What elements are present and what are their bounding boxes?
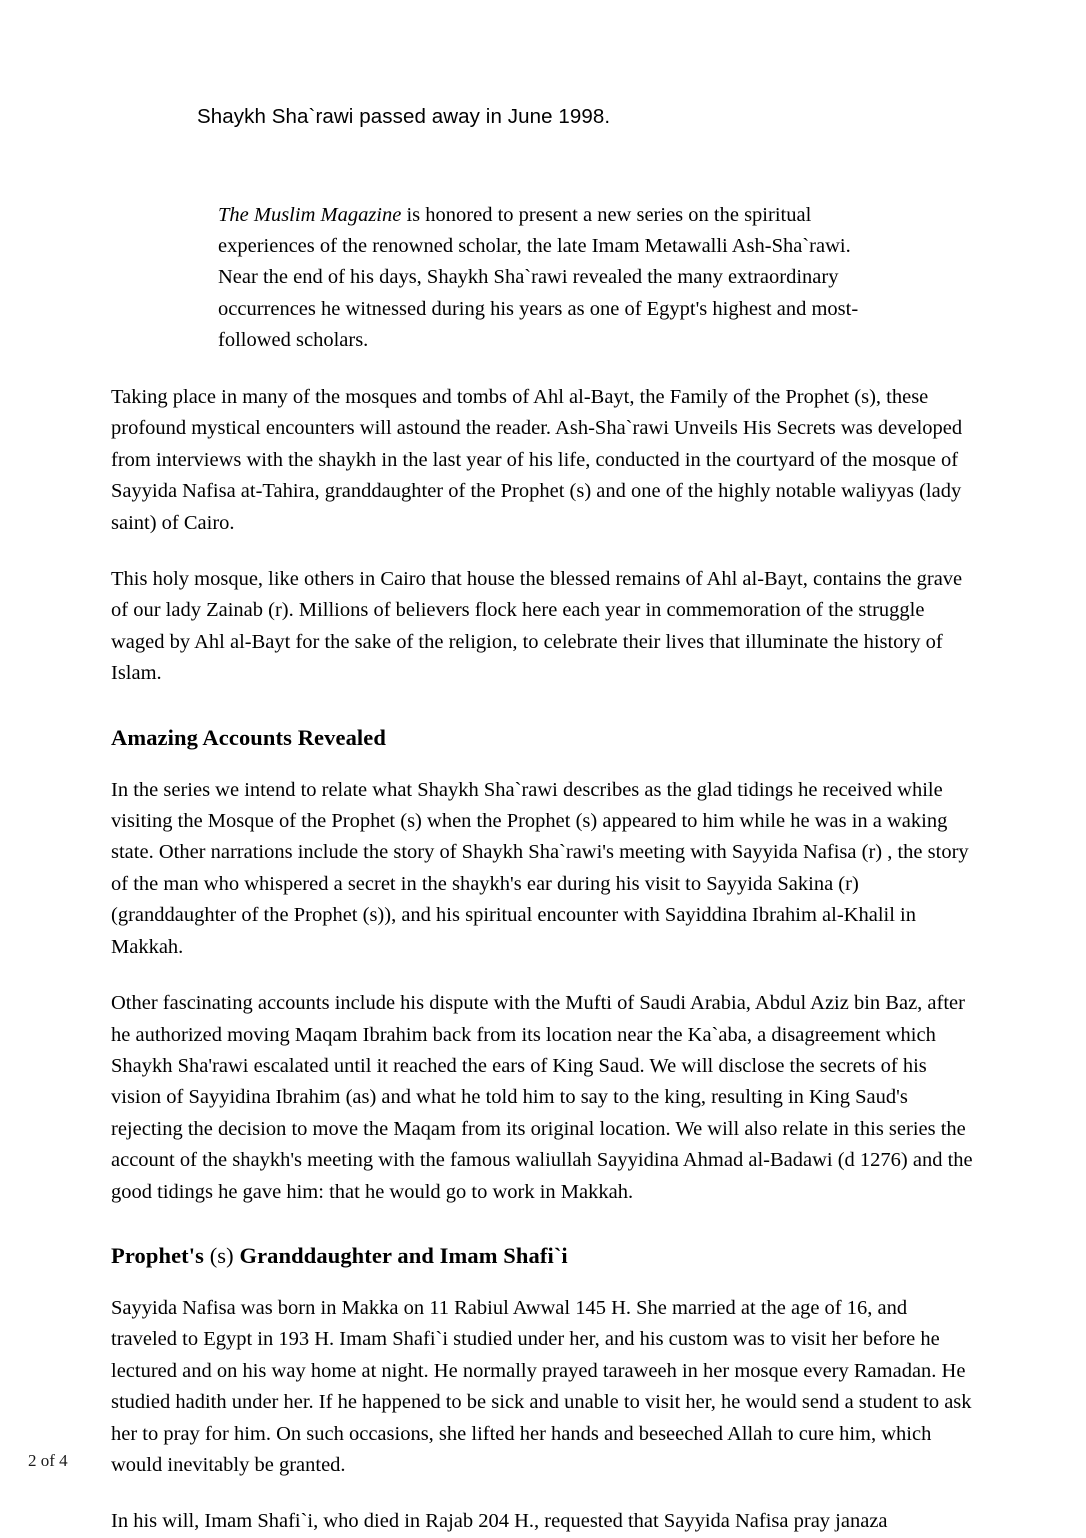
heading-part-three: Granddaughter and Imam Shafi`i (233, 1242, 568, 1268)
page-indicator: 2 of 4 (28, 1451, 68, 1470)
heading-prophets-granddaughter (111, 1242, 977, 1270)
top-note-line: Shaykh Sha`rawi passed away in June 1998. (197, 105, 611, 128)
paragraph-in-his-will: In his will, Imam Shafi`i, who died in Rajab 204 H., requested that Sayyida Nafisa pray janaza (111, 1510, 888, 1533)
magazine-title: The Muslim Magazine (218, 204, 402, 226)
heading-amazing-accounts-revealed: Amazing Accounts Revealed (111, 724, 386, 750)
heading-part-one: Prophet's (111, 1242, 210, 1268)
paragraph-in-the-series: In the series we intend to relate what Shaykh Sha`rawi describes as the glad tidings he received while visiting the Mosque of the Prophet (s) when the Prophet (s) appeared to him while he was in a waking state. Other narrations include the story of Shaykh Sha`rawi's meeting with Sayyida Nafisa (r) , the story of the man who whispered a secret in the shaykh's ear during his visit to Sayyida Sakina (r) (granddaughter of the Prophet (s)), and his spiritual encounter with Sayiddina Ibrahim al-Khalil in Makkah. (111, 778, 969, 958)
paragraph-holy-mosque: This holy mosque, like others in Cairo that house the blessed remains of Ahl al-Bayt, contains the grave of our lady Zainab (r). Millions of believers flock here each year in commemoration of the struggle waged by Ahl al-Bayt for the sake of the religion, to celebrate their lives that illuminate the history of Islam. (111, 568, 963, 685)
paragraph-other-fascinating-accounts: Other fascinating accounts include his dispute with the Mufti of Saudi Arabia, Abdul Aziz bin Baz, after he authorized moving Maqam Ibrahim back from its location near the Ka`aba, a disagreement which Shaykh Sha'rawi escalated until it reached the ears of King Saud. We will disclose the secrets of his vision of Sayyidina Ibrahim (as) and what he told him to say to the king, resulting in King Saud's rejecting the decision to move the Maqam from its original location. We will also relate in this series the account of the shaykh's meeting with the famous waliullah Sayyidina Ahmad al-Badawi (d 1276) and the good tidings he gave him: that he would go to work in Makkah. (111, 992, 973, 1203)
intro-text: is honored to present a new series on the spiritual experiences of the renowned scholar, the late Imam Metawalli Ash-Sha`rawi. Near the end of his days, Shaykh Sha`rawi revealed the many extraordinary occurrences he witnessed during his years as one of Egypt's highest and most-followed scholars. (218, 204, 859, 351)
heading-part-salutation: (s) (209, 1242, 234, 1268)
paragraph-sayyida-nafisa-born: Sayyida Nafisa was born in Makka on 11 Rabiul Awwal 145 H. She married at the age of 16, and traveled to Egypt in 193 H. Imam Shafi`i studied under her, and his custom was to visit her before he lectured and on his way home at night. He normally prayed taraweeh in her mosque every Ramadan. He studied hadith under her. If he happened to be sick and unable to visit her, he would send a student to ask her to pray for him. On such occasions, she lifted her hands and beseeched Allah to cure him, which would inevitably be granted. (111, 1296, 972, 1476)
intro-pullquote (218, 200, 866, 356)
document-body (111, 200, 977, 1538)
paragraph-taking-place: Taking place in many of the mosques and tombs of Ahl al-Bayt, the Family of the Prophet (s), these profound mystical encounters will astound the reader. Ash-Sha`rawi Unveils His Secrets was developed from interviews with the shaykh in the last year of his life, conducted in the courtyard of the mosque of Sayyida Nafisa at-Tahira, granddaughter of the Prophet (s) and one of the highly notable waliyyas (lady saint) of Cairo. (111, 386, 963, 534)
